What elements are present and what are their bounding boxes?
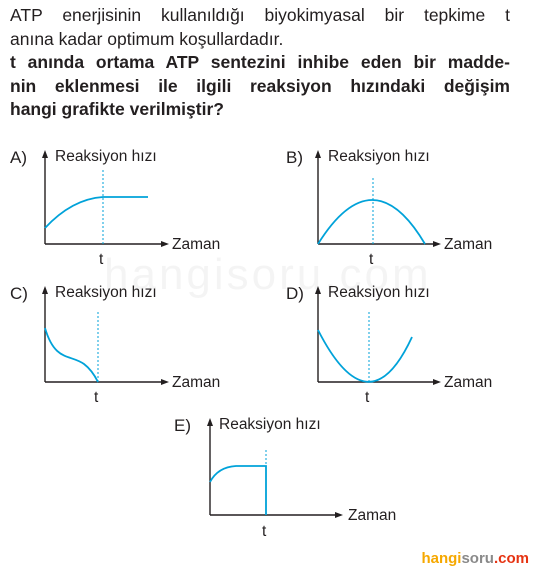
option-b-x-axis-label: Zaman: [444, 236, 493, 253]
option-e-letter: E): [174, 416, 191, 435]
question-line-1: ATP enerjisinin kullanıldığı biyokimyasal bir tepkime t: [10, 5, 510, 25]
option-e-x-axis-label: Zaman: [348, 507, 397, 524]
option-d-t-label: t: [365, 389, 370, 406]
option-d-y-axis-label: Reaksiyon hızı: [328, 284, 430, 301]
brand-logo: hangisoru.com: [421, 550, 529, 567]
option-e-t-label: t: [262, 523, 267, 540]
question-bold-line-3: hangi grafikte verilmiştir?: [10, 99, 224, 119]
option-b-letter: B): [286, 148, 303, 167]
option-a-letter: A): [10, 148, 27, 167]
option-a-x-axis-label: Zaman: [172, 236, 221, 253]
question-bold-line-2: nin eklenmesi ile ilgili reaksiyon hızındaki değişim: [10, 75, 510, 96]
option-d-letter: D): [286, 284, 304, 303]
option-e-curve: [210, 466, 266, 515]
option-c-t-label: t: [94, 389, 99, 406]
option-b-t-label: t: [369, 251, 374, 268]
option-d-x-axis-label: Zaman: [444, 374, 493, 391]
question-line-2: anına kadar optimum koşullardadır.: [10, 28, 284, 49]
option-a-t-label: t: [99, 251, 104, 268]
option-c-y-axis-label: Reaksiyon hızı: [55, 284, 157, 301]
option-c-x-axis-label: Zaman: [172, 374, 221, 391]
option-e-y-axis-label: Reaksiyon hızı: [219, 416, 321, 433]
option-b-y-axis-label: Reaksiyon hızı: [328, 148, 430, 165]
question-bold-line-1: t anında ortama ATP sentezini inhibe eden bir madde-: [10, 52, 510, 72]
option-c-letter: C): [10, 284, 28, 303]
option-a-y-axis-label: Reaksiyon hızı: [55, 148, 157, 165]
